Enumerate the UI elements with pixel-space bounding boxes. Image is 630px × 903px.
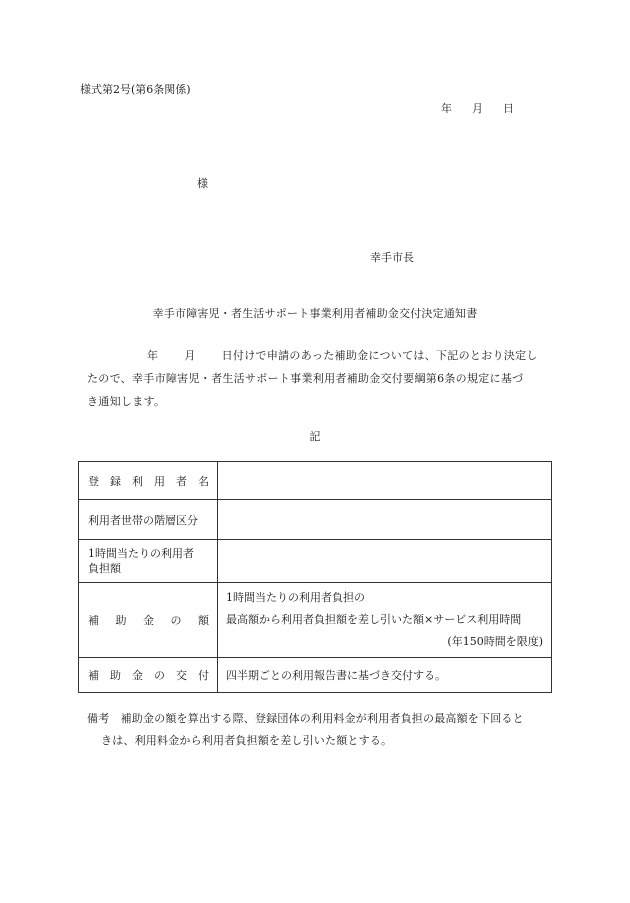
subsidy-payment-label <box>79 658 218 693</box>
label-char: の <box>154 669 165 682</box>
remark-line-1: 備考 補助金の額を算出する際、登録団体の利用料金が利用者負担の最高額を下回ると <box>87 712 524 725</box>
label-char: 額 <box>198 614 209 627</box>
table-row <box>79 540 552 583</box>
notice-body <box>87 344 557 413</box>
ki-heading: 記 <box>309 430 321 443</box>
label-char: 名 <box>198 474 209 488</box>
label-char: 交 <box>176 669 187 682</box>
label-char: 金 <box>143 614 154 627</box>
subsidy-amount-label <box>79 583 218 658</box>
remark-line-2: きは、利用料金から利用者負担額を差し引いた額とする。 <box>101 734 393 747</box>
label-char: 補 <box>88 669 99 682</box>
label-char: 録 <box>110 474 121 488</box>
date-day: 日 <box>503 102 514 115</box>
subsidy-formula-line-2: 最高額から利用者負担額を差し引いた額×サービス利用時間 <box>226 613 522 626</box>
date-field <box>441 100 514 116</box>
hourly-burden-value <box>218 540 552 583</box>
label-char: 補 <box>88 614 99 627</box>
label-line: 1時間当たりの利用者 <box>88 547 194 560</box>
label-char: の <box>170 614 182 627</box>
body-line-1-text: 日付けで申請のあった補助金については、下記のとおり決定し <box>221 349 538 362</box>
body-month: 月 <box>184 349 196 362</box>
label-char: 者 <box>176 474 187 488</box>
remarks <box>87 708 557 752</box>
table-row <box>79 462 552 500</box>
table-row <box>79 500 552 540</box>
document-title: 幸手市障害児・者生活サポート事業利用者補助金交付決定通知書 <box>152 307 478 320</box>
subsidy-amount-value <box>218 583 552 658</box>
issuer-name: 幸手市長 <box>370 251 414 264</box>
label-char: 助 <box>110 669 121 682</box>
addressee-suffix: 様 <box>197 177 208 190</box>
body-year: 年 <box>147 349 159 362</box>
registered-user-label <box>79 462 218 500</box>
household-tier-value <box>218 500 552 540</box>
subsidy-limit-note: (年150時間を限度) <box>447 635 543 648</box>
label-char: 登 <box>88 474 99 488</box>
details-table <box>78 461 552 693</box>
registered-user-value <box>218 462 552 500</box>
subsidy-formula-line-1: 1時間当たりの利用者負担の <box>226 591 365 604</box>
subsidy-payment-value: 四半期ごとの利用報告書に基づき交付する。 <box>218 658 552 693</box>
body-line-3: き通知します。 <box>87 395 166 408</box>
label-char: 助 <box>115 614 127 627</box>
label-line: 負担額 <box>88 562 121 575</box>
label-char: 利 <box>132 474 143 488</box>
table-row <box>79 583 552 658</box>
label-char: 用 <box>154 474 165 488</box>
household-tier-label: 利用者世帯の階層区分 <box>79 500 218 540</box>
form-number: 様式第2号(第6条関係) <box>80 83 191 96</box>
date-year: 年 <box>441 102 452 115</box>
date-month: 月 <box>472 102 483 115</box>
table-row <box>79 658 552 693</box>
body-line-2: たので、幸手市障害児・者生活サポート事業利用者補助金交付要綱第6条の規定に基づ <box>87 372 524 385</box>
hourly-burden-label <box>79 540 218 583</box>
label-char: 金 <box>132 669 143 682</box>
label-char: 付 <box>198 669 209 682</box>
body-line-1 <box>87 344 557 367</box>
